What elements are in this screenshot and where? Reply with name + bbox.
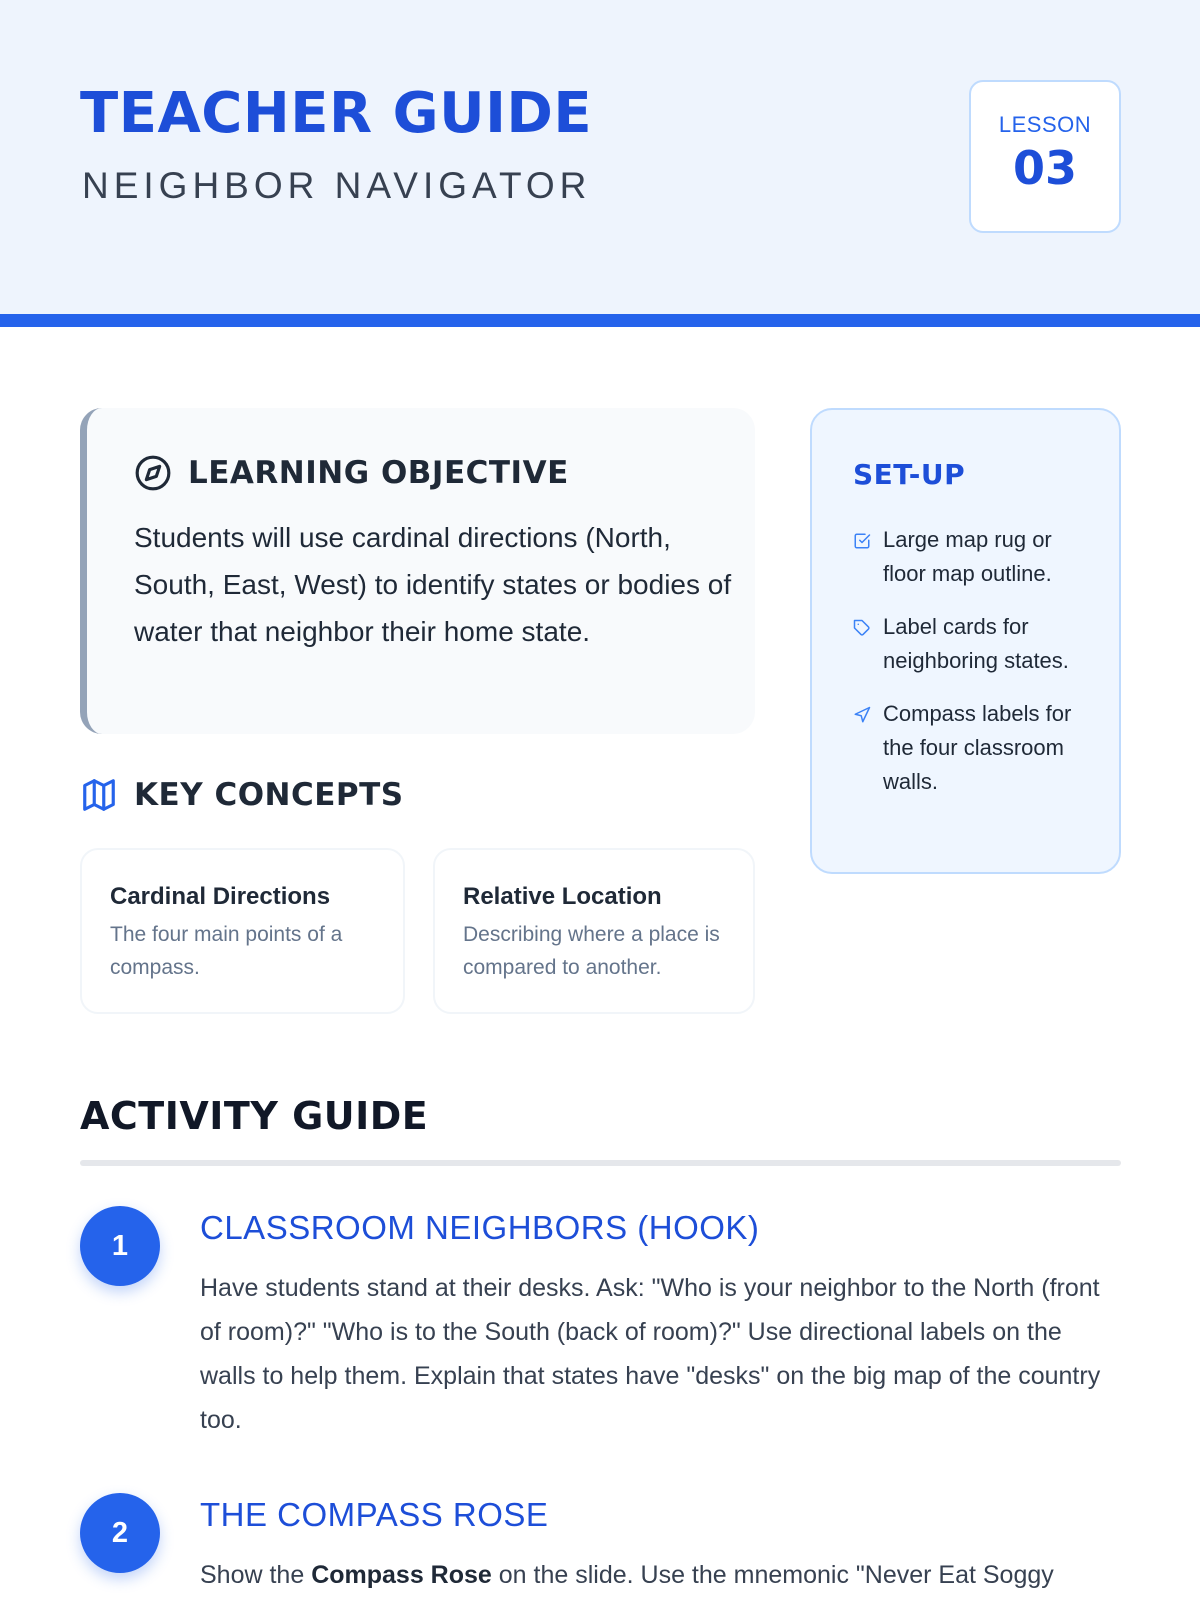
step-text-segment: on the slide. Use the mnemonic "Never Eat Soggy	[491, 1561, 1054, 1589]
setup-item	[853, 697, 1093, 799]
lesson-number: 03	[1012, 141, 1077, 195]
key-concepts-title: KEY CONCEPTS	[134, 777, 404, 813]
setup-item	[853, 610, 1093, 678]
setup-item-text: Large map rug or floor map outline.	[883, 527, 1052, 586]
setup-item	[853, 523, 1093, 591]
step-number-badge: 2	[80, 1493, 160, 1573]
setup-item-text: Label cards for neighboring states.	[883, 614, 1069, 673]
learning-objective-text: Students will use cardinal directions (North, South, East, West) to identify states or bodies of water that neighbor their home state.	[134, 522, 732, 647]
lesson-label: LESSON	[998, 112, 1092, 137]
learning-objective-card	[80, 408, 755, 734]
step-description	[200, 1553, 1121, 1597]
setup-title: SET-UP	[853, 458, 966, 491]
checkbox-icon	[853, 532, 871, 550]
lesson-badge	[969, 80, 1121, 233]
header-accent-bar	[0, 314, 1200, 327]
page-header	[0, 0, 1200, 314]
tag-icon	[853, 619, 871, 637]
divider	[80, 1160, 1121, 1166]
compass-icon	[134, 454, 172, 492]
step-text-emphasis: Compass Rose	[311, 1561, 492, 1589]
learning-objective-heading	[134, 454, 569, 492]
step-title: THE COMPASS ROSE	[200, 1496, 549, 1533]
learning-objective-title: LEARNING OBJECTIVE	[188, 455, 569, 491]
page-subtitle: NEIGHBOR NAVIGATOR	[82, 165, 592, 206]
concept-card	[433, 848, 755, 1014]
concept-title: Relative Location	[463, 883, 662, 910]
step-number-badge: 1	[80, 1206, 160, 1286]
setup-list	[853, 523, 1093, 818]
navigation-arrow-icon	[853, 706, 871, 724]
concept-description: The four main points of a compass.	[110, 923, 343, 979]
setup-item-text: Compass labels for the four classroom walls.	[883, 701, 1072, 794]
activity-guide-title: ACTIVITY GUIDE	[80, 1094, 429, 1138]
concept-card	[80, 848, 405, 1014]
setup-panel	[810, 408, 1121, 874]
step-title: CLASSROOM NEIGHBORS (HOOK)	[200, 1209, 760, 1246]
concept-title: Cardinal Directions	[110, 883, 331, 910]
concept-description: Describing where a place is compared to another.	[463, 923, 720, 979]
key-concepts-heading	[80, 776, 404, 814]
step-text-segment: Show the	[200, 1561, 312, 1589]
map-icon	[80, 776, 118, 814]
step-description: Have students stand at their desks. Ask: "Who is your neighbor to the North (front of room)?" "Who is to the South (back of room)?" Use directional labels on the walls to help them. Explain that states have "desks" on the big map of the country too.	[200, 1274, 1101, 1434]
page-title: TEACHER GUIDE	[80, 81, 593, 146]
